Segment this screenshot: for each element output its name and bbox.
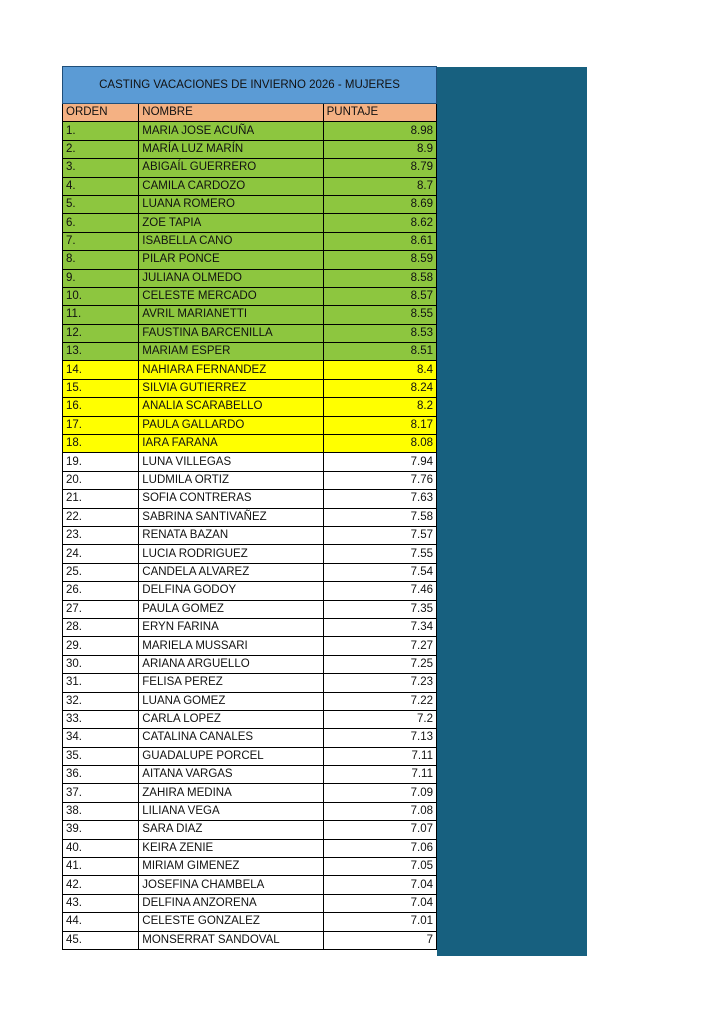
table-row: [63, 306, 437, 324]
ranking-table: [62, 66, 437, 950]
page-title: CASTING VACACIONES DE INVIERNO 2026 - MUJERES: [63, 67, 437, 104]
table-row: [63, 894, 437, 912]
cell-nombre: JULIANA OLMEDO: [139, 269, 323, 287]
table-row: [63, 821, 437, 839]
cell-puntaje: 8.24: [323, 379, 436, 397]
cell-nombre: MARÍA LUZ MARÍN: [139, 140, 323, 158]
cell-nombre: MONSERRAT SANDOVAL: [139, 931, 323, 949]
cell-nombre: CATALINA CANALES: [139, 729, 323, 747]
table-row: [63, 563, 437, 581]
cell-puntaje: 7.57: [323, 526, 436, 544]
cell-puntaje: 7: [323, 931, 436, 949]
cell-puntaje: 7.13: [323, 729, 436, 747]
cell-puntaje: 7.07: [323, 821, 436, 839]
cell-orden: 19.: [63, 453, 139, 471]
cell-nombre: AVRIL MARIANETTI: [139, 306, 323, 324]
cell-orden: 44.: [63, 913, 139, 931]
cell-orden: 1.: [63, 122, 139, 140]
cell-nombre: AITANA VARGAS: [139, 766, 323, 784]
table-row: [63, 177, 437, 195]
cell-orden: 17.: [63, 416, 139, 434]
cell-puntaje: 8.53: [323, 324, 436, 342]
cell-puntaje: 8.17: [323, 416, 436, 434]
table-row: [63, 692, 437, 710]
cell-nombre: ISABELLA CANO: [139, 232, 323, 250]
cell-puntaje: 8.2: [323, 398, 436, 416]
table-row: [63, 747, 437, 765]
table-row: [63, 287, 437, 305]
cell-nombre: GUADALUPE PORCEL: [139, 747, 323, 765]
table-row: [63, 416, 437, 434]
table-row: [63, 526, 437, 544]
cell-orden: 20.: [63, 471, 139, 489]
cell-nombre: MARIAM ESPER: [139, 343, 323, 361]
cell-orden: 7.: [63, 232, 139, 250]
column-header-orden: ORDEN: [63, 104, 139, 122]
cell-orden: 29.: [63, 637, 139, 655]
cell-puntaje: 8.57: [323, 287, 436, 305]
cell-orden: 45.: [63, 931, 139, 949]
cell-orden: 8.: [63, 251, 139, 269]
cell-puntaje: 7.22: [323, 692, 436, 710]
cell-nombre: KEIRA ZENIE: [139, 839, 323, 857]
cell-nombre: ABIGAÍL GUERRERO: [139, 159, 323, 177]
table-row: [63, 802, 437, 820]
cell-orden: 22.: [63, 508, 139, 526]
cell-puntaje: 7.08: [323, 802, 436, 820]
cell-orden: 2.: [63, 140, 139, 158]
cell-nombre: ZOE TAPIA: [139, 214, 323, 232]
cell-puntaje: 8.7: [323, 177, 436, 195]
cell-puntaje: 7.2: [323, 710, 436, 728]
table-row: [63, 931, 437, 949]
cell-orden: 13.: [63, 343, 139, 361]
table-row: [63, 710, 437, 728]
table-row: [63, 232, 437, 250]
cell-puntaje: 7.58: [323, 508, 436, 526]
table-row: [63, 471, 437, 489]
cell-nombre: LUANA ROMERO: [139, 195, 323, 213]
table-row: [63, 655, 437, 673]
cell-orden: 5.: [63, 195, 139, 213]
cell-puntaje: 8.4: [323, 361, 436, 379]
table-row: [63, 674, 437, 692]
cell-nombre: ERYN FARINA: [139, 618, 323, 636]
header-row: [63, 104, 437, 122]
table-row: [63, 361, 437, 379]
cell-puntaje: 8.61: [323, 232, 436, 250]
table-row: [63, 858, 437, 876]
cell-puntaje: 8.55: [323, 306, 436, 324]
cell-orden: 37.: [63, 784, 139, 802]
table-row: [63, 913, 437, 931]
cell-orden: 43.: [63, 894, 139, 912]
cell-nombre: LUCIA RODRIGUEZ: [139, 545, 323, 563]
cell-nombre: PILAR PONCE: [139, 251, 323, 269]
cell-nombre: SARA DIAZ: [139, 821, 323, 839]
cell-puntaje: 7.06: [323, 839, 436, 857]
table-row: [63, 324, 437, 342]
cell-orden: 34.: [63, 729, 139, 747]
cell-puntaje: 7.35: [323, 600, 436, 618]
cell-puntaje: 7.34: [323, 618, 436, 636]
cell-orden: 28.: [63, 618, 139, 636]
cell-nombre: FAUSTINA BARCENILLA: [139, 324, 323, 342]
table-row: [63, 508, 437, 526]
cell-puntaje: 8.08: [323, 435, 436, 453]
cell-puntaje: 7.05: [323, 858, 436, 876]
cell-orden: 41.: [63, 858, 139, 876]
cell-puntaje: 7.54: [323, 563, 436, 581]
cell-nombre: LUNA VILLEGAS: [139, 453, 323, 471]
cell-nombre: MARIA JOSE ACUÑA: [139, 122, 323, 140]
cell-puntaje: 7.01: [323, 913, 436, 931]
cell-orden: 35.: [63, 747, 139, 765]
cell-nombre: MARIELA MUSSARI: [139, 637, 323, 655]
cell-nombre: CELESTE GONZALEZ: [139, 913, 323, 931]
table-row: [63, 490, 437, 508]
cell-orden: 32.: [63, 692, 139, 710]
cell-puntaje: 7.04: [323, 876, 436, 894]
column-header-puntaje: PUNTAJE: [323, 104, 436, 122]
table-row: [63, 122, 437, 140]
table-row: [63, 600, 437, 618]
cell-puntaje: 7.46: [323, 582, 436, 600]
cell-puntaje: 8.69: [323, 195, 436, 213]
cell-orden: 16.: [63, 398, 139, 416]
side-panel: [437, 67, 587, 956]
cell-orden: 12.: [63, 324, 139, 342]
cell-nombre: PAULA GALLARDO: [139, 416, 323, 434]
cell-puntaje: 7.76: [323, 471, 436, 489]
table-row: [63, 195, 437, 213]
cell-puntaje: 8.51: [323, 343, 436, 361]
cell-nombre: SILVIA GUTIERREZ: [139, 379, 323, 397]
cell-puntaje: 8.79: [323, 159, 436, 177]
cell-orden: 39.: [63, 821, 139, 839]
cell-orden: 38.: [63, 802, 139, 820]
title-row: [63, 67, 437, 104]
cell-orden: 30.: [63, 655, 139, 673]
cell-orden: 4.: [63, 177, 139, 195]
cell-puntaje: 7.25: [323, 655, 436, 673]
cell-orden: 33.: [63, 710, 139, 728]
table-row: [63, 876, 437, 894]
column-header-nombre: NOMBRE: [139, 104, 323, 122]
cell-nombre: CARLA LOPEZ: [139, 710, 323, 728]
cell-nombre: FELISA PEREZ: [139, 674, 323, 692]
cell-orden: 40.: [63, 839, 139, 857]
cell-orden: 36.: [63, 766, 139, 784]
table-row: [63, 251, 437, 269]
table-row: [63, 766, 437, 784]
cell-nombre: ANALIA SCARABELLO: [139, 398, 323, 416]
cell-puntaje: 7.09: [323, 784, 436, 802]
cell-nombre: LUDMILA ORTIZ: [139, 471, 323, 489]
cell-nombre: IARA FARANA: [139, 435, 323, 453]
cell-orden: 3.: [63, 159, 139, 177]
cell-puntaje: 7.63: [323, 490, 436, 508]
cell-nombre: DELFINA ANZORENA: [139, 894, 323, 912]
cell-orden: 25.: [63, 563, 139, 581]
cell-puntaje: 7.11: [323, 747, 436, 765]
cell-nombre: ARIANA ARGUELLO: [139, 655, 323, 673]
cell-orden: 21.: [63, 490, 139, 508]
table-row: [63, 159, 437, 177]
table-row: [63, 379, 437, 397]
cell-puntaje: 7.04: [323, 894, 436, 912]
cell-orden: 9.: [63, 269, 139, 287]
cell-orden: 26.: [63, 582, 139, 600]
cell-orden: 15.: [63, 379, 139, 397]
cell-nombre: CELESTE MERCADO: [139, 287, 323, 305]
cell-nombre: CAMILA CARDOZO: [139, 177, 323, 195]
table-row: [63, 398, 437, 416]
cell-nombre: MIRIAM GIMENEZ: [139, 858, 323, 876]
cell-orden: 18.: [63, 435, 139, 453]
cell-nombre: LILIANA VEGA: [139, 802, 323, 820]
table-row: [63, 637, 437, 655]
cell-nombre: DELFINA GODOY: [139, 582, 323, 600]
table-row: [63, 214, 437, 232]
table-row: [63, 582, 437, 600]
cell-nombre: ZAHIRA MEDINA: [139, 784, 323, 802]
cell-puntaje: 7.27: [323, 637, 436, 655]
cell-orden: 31.: [63, 674, 139, 692]
cell-orden: 11.: [63, 306, 139, 324]
cell-orden: 24.: [63, 545, 139, 563]
table-row: [63, 435, 437, 453]
cell-orden: 23.: [63, 526, 139, 544]
table-row: [63, 729, 437, 747]
cell-nombre: SABRINA SANTIVAÑEZ: [139, 508, 323, 526]
cell-nombre: JOSEFINA CHAMBELA: [139, 876, 323, 894]
cell-orden: 14.: [63, 361, 139, 379]
table-row: [63, 269, 437, 287]
cell-nombre: CANDELA ALVAREZ: [139, 563, 323, 581]
cell-nombre: SOFIA CONTRERAS: [139, 490, 323, 508]
cell-orden: 10.: [63, 287, 139, 305]
cell-puntaje: 7.94: [323, 453, 436, 471]
table-row: [63, 140, 437, 158]
table-row: [63, 618, 437, 636]
table-row: [63, 343, 437, 361]
cell-orden: 42.: [63, 876, 139, 894]
table-row: [63, 545, 437, 563]
cell-puntaje: 7.55: [323, 545, 436, 563]
cell-puntaje: 8.58: [323, 269, 436, 287]
table-row: [63, 453, 437, 471]
cell-orden: 27.: [63, 600, 139, 618]
cell-nombre: PAULA GOMEZ: [139, 600, 323, 618]
cell-orden: 6.: [63, 214, 139, 232]
cell-puntaje: 8.62: [323, 214, 436, 232]
table-row: [63, 784, 437, 802]
cell-puntaje: 7.11: [323, 766, 436, 784]
cell-nombre: LUANA GOMEZ: [139, 692, 323, 710]
cell-nombre: NAHIARA FERNANDEZ: [139, 361, 323, 379]
cell-puntaje: 8.98: [323, 122, 436, 140]
cell-puntaje: 8.9: [323, 140, 436, 158]
table-row: [63, 839, 437, 857]
cell-puntaje: 7.23: [323, 674, 436, 692]
cell-puntaje: 8.59: [323, 251, 436, 269]
cell-nombre: RENATA BAZAN: [139, 526, 323, 544]
